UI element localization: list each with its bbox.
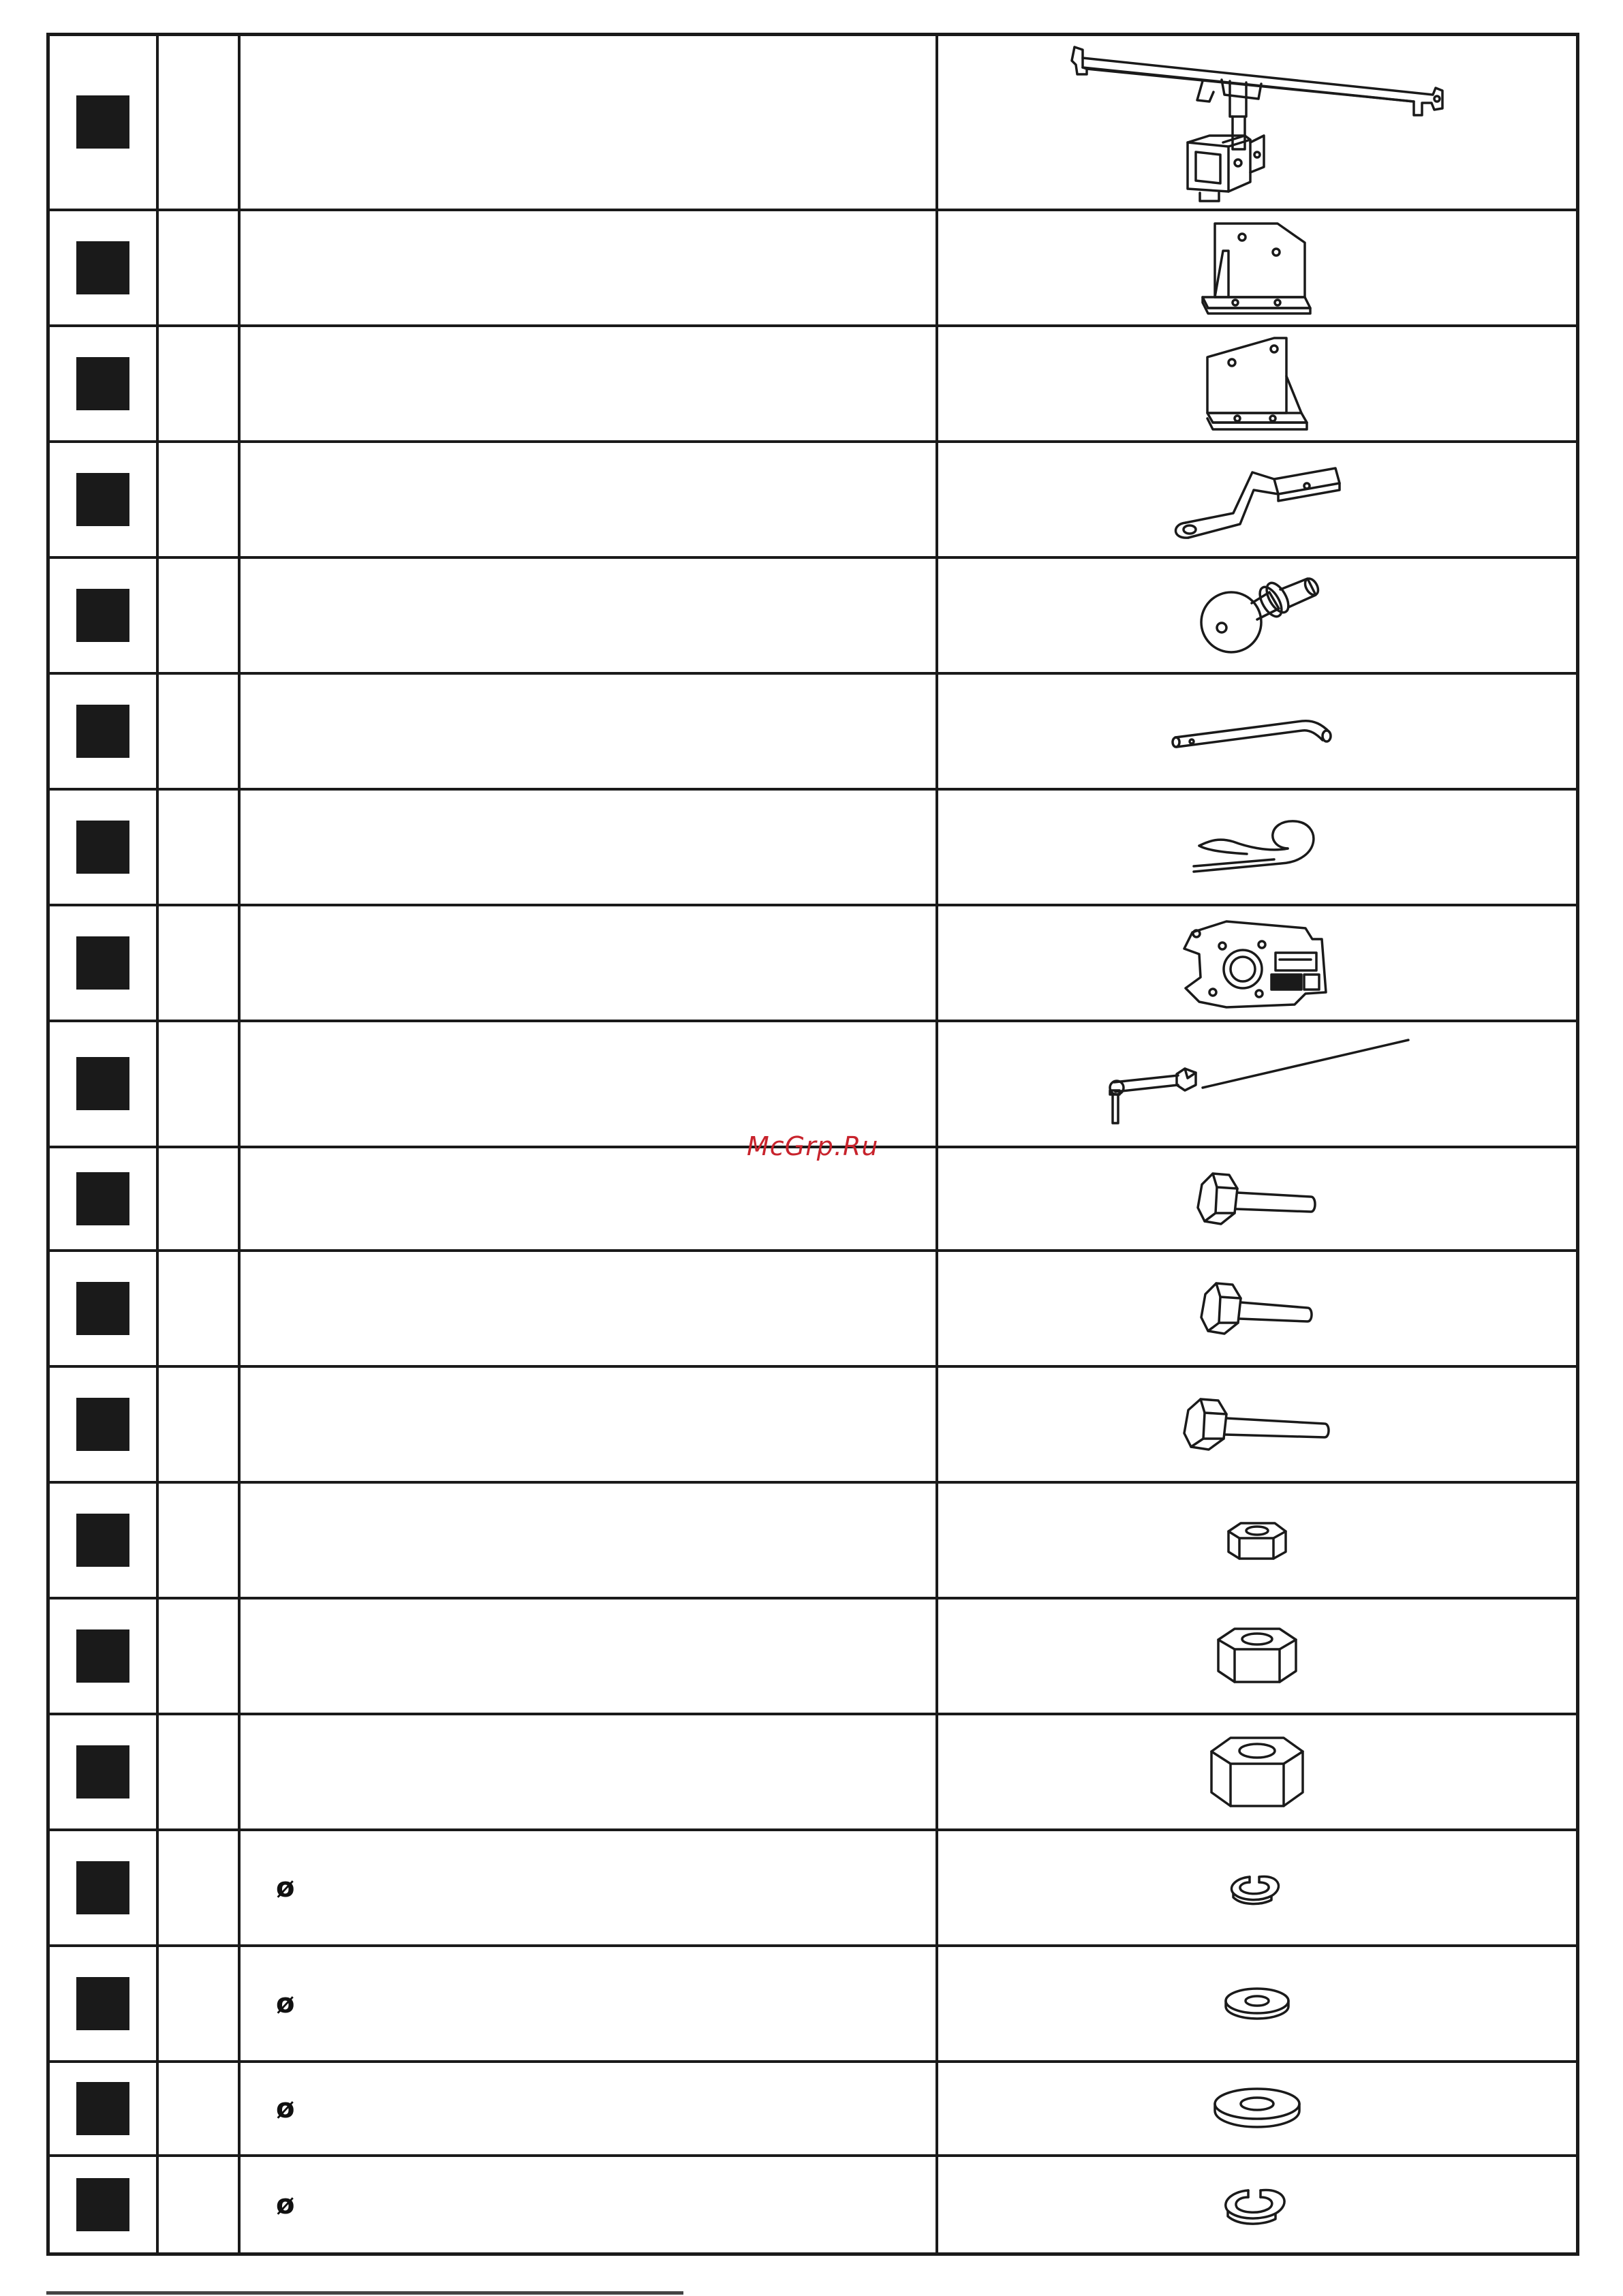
spring-washer-large-icon: [1220, 2181, 1295, 2229]
tow-bar-crossbeam-icon: [1066, 40, 1448, 204]
item-number-box: [76, 2082, 129, 2135]
tow-ball-icon: [1189, 568, 1325, 663]
hex-nut-small-icon: [1223, 1516, 1291, 1564]
description-cell: [239, 1147, 937, 1251]
part-image-cell: [937, 1251, 1578, 1366]
item-number-box: [76, 473, 129, 526]
quantity-cell: [157, 35, 239, 210]
table-row: [48, 1251, 1578, 1366]
quantity-cell: [157, 1598, 239, 1714]
description-cell: [239, 1946, 937, 2062]
item-number-box: [76, 357, 129, 410]
mounting-bracket-left-icon: [1196, 217, 1318, 319]
description-cell: [239, 326, 937, 442]
table-row: [48, 442, 1578, 557]
item-number-cell: [48, 1147, 158, 1251]
item-number-box: [76, 1057, 129, 1110]
item-number-cell: [48, 1251, 158, 1366]
quantity-cell: [157, 2156, 239, 2254]
part-image-cell: [937, 35, 1578, 210]
item-number-box: [76, 1861, 129, 1914]
description-cell: [239, 557, 937, 673]
table-row: [48, 789, 1578, 905]
mounting-bracket-right-icon: [1199, 333, 1315, 435]
item-number-cell: [48, 1366, 158, 1482]
item-number-box: [76, 241, 129, 294]
description-cell: [239, 1021, 937, 1147]
item-number-box: [76, 95, 129, 149]
description-text: ø: [276, 2092, 295, 2124]
description-text: ø: [276, 1871, 295, 1903]
table-row: [48, 1946, 1578, 2062]
part-image-cell: [937, 210, 1578, 326]
spring-washer-icon: [1226, 1867, 1288, 1908]
description-text: ø: [276, 2188, 295, 2220]
item-number-box: [76, 1398, 129, 1451]
table-row: [48, 1714, 1578, 1830]
part-image-cell: [937, 1830, 1578, 1946]
item-number-cell: [48, 2062, 158, 2156]
item-number-box: [76, 1172, 129, 1225]
part-image-cell: [937, 1021, 1578, 1147]
ball-mount-arm-icon: [1165, 452, 1349, 547]
item-number-box: [76, 1514, 129, 1567]
quantity-cell: [157, 789, 239, 905]
table-row: [48, 1598, 1578, 1714]
description-cell: [239, 1714, 937, 1830]
quantity-cell: [157, 1830, 239, 1946]
item-number-box: [76, 1977, 129, 2030]
quantity-cell: [157, 326, 239, 442]
part-image-cell: [937, 442, 1578, 557]
table-row: [48, 1482, 1578, 1598]
quantity-cell: [157, 673, 239, 789]
description-cell: [239, 1251, 937, 1366]
table-row: [48, 210, 1578, 326]
part-image-cell: [937, 1147, 1578, 1251]
description-cell: [239, 905, 937, 1021]
item-number-cell: [48, 673, 158, 789]
item-number-box: [76, 821, 129, 874]
description-cell: [239, 789, 937, 905]
item-number-cell: [48, 35, 158, 210]
item-number-cell: [48, 1946, 158, 2062]
description-cell: [239, 1598, 937, 1714]
description-cell: [239, 2156, 937, 2254]
quantity-cell: [157, 1147, 239, 1251]
table-row: [48, 673, 1578, 789]
description-text: ø: [276, 1987, 295, 2019]
quantity-cell: [157, 557, 239, 673]
description-cell: [239, 1482, 937, 1598]
hex-bolt-icon: [1192, 1168, 1322, 1229]
hex-nut-medium-icon: [1213, 1622, 1301, 1690]
flat-washer-small-icon: [1220, 1983, 1295, 2024]
r-clip-icon: [1186, 813, 1329, 881]
part-image-cell: [937, 2156, 1578, 2254]
part-image-cell: [937, 1482, 1578, 1598]
item-number-cell: [48, 789, 158, 905]
item-number-box: [76, 1282, 129, 1335]
quantity-cell: [157, 1714, 239, 1830]
quantity-cell: [157, 2062, 239, 2156]
description-cell: [239, 673, 937, 789]
table-row: [48, 905, 1578, 1021]
table-row: [48, 1366, 1578, 1482]
item-number-cell: [48, 557, 158, 673]
item-number-box: [76, 936, 129, 990]
description-cell: [239, 1830, 937, 1946]
description-cell: [239, 210, 937, 326]
item-number-cell: [48, 1598, 158, 1714]
hex-bolt-icon: [1196, 1278, 1318, 1339]
part-image-cell: [937, 326, 1578, 442]
item-number-box: [76, 1745, 129, 1798]
hex-nut-large-icon: [1206, 1731, 1308, 1813]
description-cell: [239, 1366, 937, 1482]
quantity-cell: [157, 1021, 239, 1147]
item-number-box: [76, 2178, 129, 2231]
part-image-cell: [937, 1946, 1578, 2062]
part-image-cell: [937, 1598, 1578, 1714]
part-image-cell: [937, 789, 1578, 905]
item-number-cell: [48, 905, 158, 1021]
item-number-cell: [48, 326, 158, 442]
description-cell: [239, 35, 937, 210]
table-row: [48, 326, 1578, 442]
table-row: [48, 557, 1578, 673]
footer-divider: [46, 2291, 683, 2295]
item-number-cell: [48, 210, 158, 326]
quantity-cell: [157, 210, 239, 326]
item-number-cell: [48, 1482, 158, 1598]
hex-bolt-long-icon: [1179, 1394, 1335, 1455]
quantity-cell: [157, 1251, 239, 1366]
part-image-cell: [937, 905, 1578, 1021]
flat-washer-large-icon: [1209, 2085, 1305, 2132]
table-row: [48, 1021, 1578, 1147]
item-number-box: [76, 705, 129, 758]
part-image-cell: [937, 1366, 1578, 1482]
table-row: [48, 1147, 1578, 1251]
item-number-cell: [48, 1714, 158, 1830]
quantity-cell: [157, 1482, 239, 1598]
item-number-cell: [48, 1021, 158, 1147]
quantity-cell: [157, 442, 239, 557]
table-row: [48, 2062, 1578, 2156]
socket-plate-icon: [1172, 912, 1342, 1014]
quantity-cell: [157, 1946, 239, 2062]
part-image-cell: [937, 673, 1578, 789]
part-image-cell: [937, 2062, 1578, 2156]
table-row: [48, 1830, 1578, 1946]
watermark: McGrp.Ru: [747, 1131, 879, 1161]
item-number-box: [76, 589, 129, 642]
part-image-cell: [937, 1714, 1578, 1830]
table-row: [48, 35, 1578, 210]
quantity-cell: [157, 1366, 239, 1482]
table-row: [48, 2156, 1578, 2254]
part-image-cell: [937, 557, 1578, 673]
description-cell: [239, 2062, 937, 2156]
item-number-cell: [48, 2156, 158, 2254]
quantity-cell: [157, 905, 239, 1021]
item-number-box: [76, 1629, 129, 1683]
description-cell: [239, 442, 937, 557]
hitch-pin-icon: [1169, 701, 1346, 762]
wire-with-screw-icon: [1100, 1029, 1414, 1138]
item-number-cell: [48, 1830, 158, 1946]
item-number-cell: [48, 442, 158, 557]
